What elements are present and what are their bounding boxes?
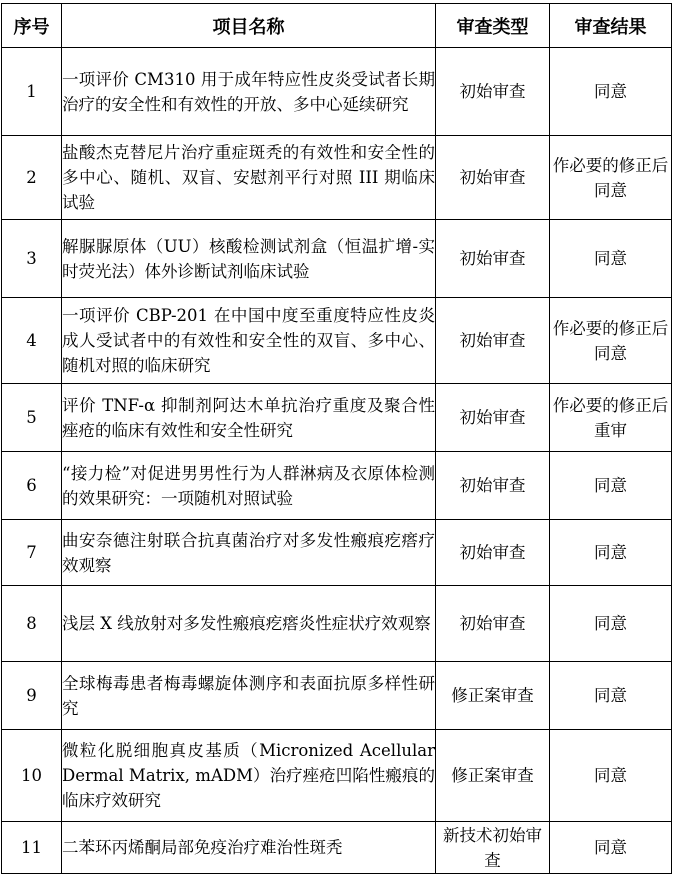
project-name: 一项评价 CM310 用于成年特应性皮炎受试者长期治疗的安全性和有效性的开放、多中心延续研究	[62, 48, 436, 136]
review-result: 同意	[550, 220, 672, 298]
project-name: 评价 TNF-α 抑制剂阿达木单抗治疗重度及聚合性痤疮的临床有效性和安全性研究	[62, 384, 436, 452]
review-type: 初始审查	[436, 298, 550, 384]
review-type: 新技术初始审查	[436, 822, 550, 874]
table-row	[2, 298, 672, 384]
project-name: 全球梅毒患者梅毒螺旋体测序和表面抗原多样性研究	[62, 662, 436, 730]
review-type: 修正案审查	[436, 730, 550, 822]
project-name: 微粒化脱细胞真皮基质（Micronized Acellular Dermal Matrix, mADM）治疗痤疮凹陷性瘢痕的临床疗效研究	[62, 730, 436, 822]
row-number: 1	[2, 48, 62, 136]
row-number: 10	[2, 730, 62, 822]
review-result: 同意	[550, 48, 672, 136]
review-result: 同意	[550, 822, 672, 874]
header-review-result: 审查结果	[550, 4, 672, 48]
header-row	[2, 4, 672, 48]
row-number: 5	[2, 384, 62, 452]
review-result: 作必要的修正后同意	[550, 136, 672, 220]
header-review-type: 审查类型	[436, 4, 550, 48]
project-name: 解脲脲原体（UU）核酸检测试剂盒（恒温扩增-实时荧光法）体外诊断试剂临床试验	[62, 220, 436, 298]
table-row	[2, 136, 672, 220]
project-name: 浅层 X 线放射对多发性瘢痕疙瘩炎性症状疗效观察	[62, 586, 436, 662]
table-row	[2, 48, 672, 136]
review-type: 修正案审查	[436, 662, 550, 730]
review-result: 作必要的修正后重审	[550, 384, 672, 452]
review-result: 同意	[550, 662, 672, 730]
review-type: 初始审查	[436, 520, 550, 586]
review-result: 同意	[550, 586, 672, 662]
table-row	[2, 822, 672, 874]
review-type: 初始审查	[436, 220, 550, 298]
review-type: 初始审查	[436, 586, 550, 662]
review-type: 初始审查	[436, 136, 550, 220]
row-number: 2	[2, 136, 62, 220]
row-number: 9	[2, 662, 62, 730]
row-number: 6	[2, 452, 62, 520]
review-type: 初始审查	[436, 48, 550, 136]
row-number: 3	[2, 220, 62, 298]
review-type: 初始审查	[436, 384, 550, 452]
row-number: 7	[2, 520, 62, 586]
project-name: 曲安奈德注射联合抗真菌治疗对多发性瘢痕疙瘩疗效观察	[62, 520, 436, 586]
project-name: 二苯环丙烯酮局部免疫治疗难治性斑秃	[62, 822, 436, 874]
review-table	[1, 3, 672, 874]
review-type: 初始审查	[436, 452, 550, 520]
table-row	[2, 730, 672, 822]
project-name: 盐酸杰克替尼片治疗重症斑秃的有效性和安全性的多中心、随机、双盲、安慰剂平行对照 III 期临床试验	[62, 136, 436, 220]
header-no: 序号	[2, 4, 62, 48]
project-name: “接力检”对促进男男性行为人群淋病及衣原体检测的效果研究：一项随机对照试验	[62, 452, 436, 520]
review-result: 同意	[550, 730, 672, 822]
table-row	[2, 662, 672, 730]
row-number: 8	[2, 586, 62, 662]
project-name: 一项评价 CBP-201 在中国中度至重度特应性皮炎成人受试者中的有效性和安全性的双盲、多中心、随机对照的临床研究	[62, 298, 436, 384]
review-result: 同意	[550, 452, 672, 520]
table-row	[2, 520, 672, 586]
table-row	[2, 220, 672, 298]
row-number: 11	[2, 822, 62, 874]
review-result: 作必要的修正后同意	[550, 298, 672, 384]
header-project-name: 项目名称	[62, 4, 436, 48]
table-body	[2, 48, 672, 874]
table-row	[2, 452, 672, 520]
table-row	[2, 586, 672, 662]
table-row	[2, 384, 672, 452]
row-number: 4	[2, 298, 62, 384]
review-result: 同意	[550, 520, 672, 586]
